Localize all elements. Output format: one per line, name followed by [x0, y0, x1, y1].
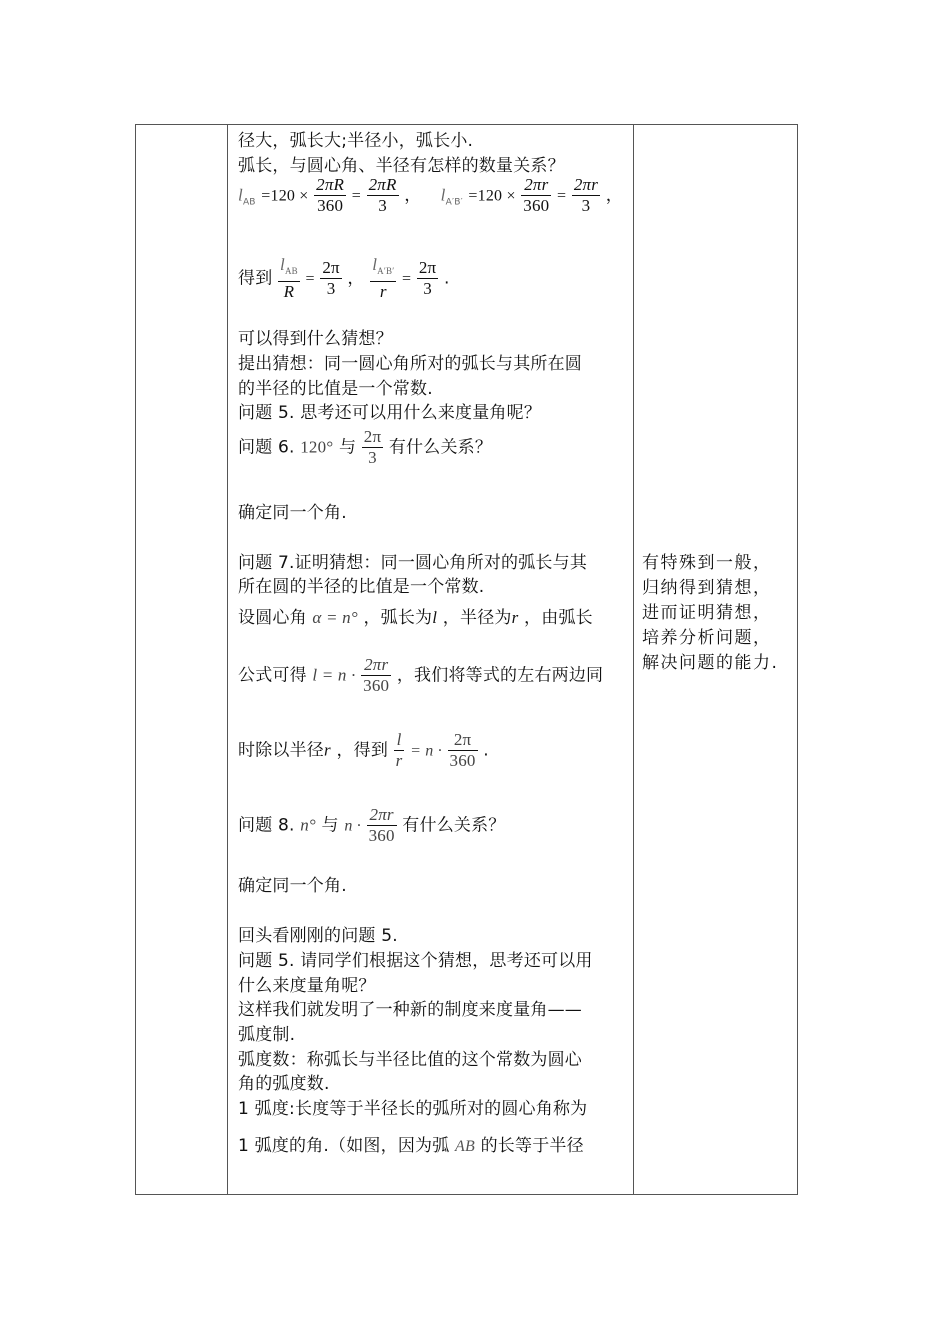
- text: 公式可得: [238, 665, 307, 686]
- setup-row: [238, 607, 593, 629]
- note-line: 归纳得到猜想，: [642, 578, 772, 598]
- note-line: 进而证明猜想，: [642, 603, 772, 623]
- text-line: 确定同一个角.: [238, 503, 347, 523]
- text: 的长等于半径: [480, 1136, 584, 1156]
- fraction: $\frac{2\pi r}{3}$: [573, 175, 599, 215]
- text: ，得到: [336, 740, 389, 761]
- text-line: 可以得到什么猜想？: [238, 329, 393, 349]
- ratio-formula-row: 得到 $\frac{l_{AB}}{R}$ = $\frac{2\pi}{3}$ ， $\frac{l_{A'B'}}{r}$ = $\frac{2\pi}{3}$ .: [238, 255, 450, 301]
- text-line: 回头看刚刚的问题 5.: [238, 926, 398, 946]
- divide-row: [238, 730, 489, 771]
- fraction: $\frac{l_{AB}}{R}$: [280, 255, 298, 301]
- text: 问题 8.: [238, 815, 295, 836]
- column-divider-1: [227, 125, 228, 1194]
- fraction: $\frac{2\pi}{3}$: [322, 258, 340, 298]
- subscript: A′B′: [445, 197, 463, 208]
- text-line: 问题 7.证明猜想：同一圆心角所对的弧长与其: [238, 553, 588, 573]
- text-line: 什么来度量角呢？: [238, 976, 376, 996]
- arc-length-symbol: l: [238, 185, 243, 205]
- fraction: $\frac{2\pi}{3}$: [363, 427, 382, 467]
- text-line: 径大，弧长大;半径小，弧长小.: [238, 131, 474, 151]
- punctuation: ，: [347, 268, 365, 289]
- fraction: $\frac{l}{r}$: [395, 730, 403, 770]
- formula-text: =120 ×: [468, 187, 516, 205]
- lesson-table: [135, 124, 798, 1195]
- text: 设圆心角: [238, 608, 307, 628]
- text-line: 弧度数：称弧长与半径比值的这个常数为圆心: [238, 1050, 582, 1070]
- text-line: 1 弧度:长度等于半径长的弧所对的圆心角称为: [238, 1099, 588, 1119]
- subscript: AB: [242, 197, 256, 208]
- formula-text: α = n°: [312, 608, 358, 627]
- formula-text: r: [324, 740, 331, 760]
- fraction: $\frac{2\pi r}{360}$: [363, 655, 390, 695]
- punctuation: ，: [605, 185, 623, 206]
- text-line: 的半径的比值是一个常数.: [238, 379, 433, 399]
- arc-length-symbol: l: [440, 185, 446, 205]
- text-line: 所在圆的半径的比值是一个常数.: [238, 577, 485, 597]
- text: 有什么关系？: [388, 437, 493, 458]
- formula-text: l: [432, 608, 438, 627]
- question-6-row: [238, 427, 492, 468]
- formula-text: n°: [300, 815, 316, 835]
- text: ，弧长为: [363, 608, 433, 628]
- punctuation: .: [443, 268, 450, 289]
- fraction: $\frac{2\pi R}{360}$: [316, 175, 345, 215]
- question-8-row: [238, 805, 506, 846]
- text: 有什么关系？: [402, 815, 506, 836]
- text: ，由弧长: [524, 608, 593, 628]
- degree-value: 120°: [300, 437, 334, 457]
- text: ，半径为: [442, 608, 512, 628]
- punctuation: ，: [404, 185, 422, 206]
- formula-text: AB: [455, 1138, 475, 1155]
- fraction: $\frac{2\pi r}{360}$: [368, 805, 395, 845]
- formula-text: =120 ×: [261, 187, 309, 205]
- fraction: $\frac{2\pi R}{3}$: [368, 175, 397, 215]
- text: 时除以半径: [238, 740, 324, 761]
- text: ，我们将等式的左右两边同: [396, 665, 604, 686]
- fraction: $\frac{l_{A'B'}}{r}$: [372, 255, 395, 301]
- text-line: 这样我们就发明了一种新的制度来度量角——: [238, 1000, 582, 1020]
- fraction: $\frac{2\pi}{3}$: [418, 258, 437, 298]
- text: 问题 6.: [238, 437, 295, 458]
- punctuation: .: [483, 740, 489, 761]
- note-line: 培养分析问题，: [642, 628, 772, 648]
- text-line: 问题 5. 思考还可以用什么来度量角呢？: [238, 403, 542, 423]
- text-line: [238, 1135, 584, 1158]
- text: 得到: [238, 268, 273, 289]
- text: 1 弧度的角.（如图，因为弧: [238, 1136, 450, 1156]
- formula-text: l = n ·: [312, 665, 356, 685]
- text-line: 角的弧度数.: [238, 1074, 330, 1094]
- note-line: 有特殊到一般，: [642, 553, 772, 573]
- formula-text: n ·: [344, 817, 361, 835]
- fraction: $\frac{2\pi}{360}$: [449, 730, 476, 770]
- text-line: 弧度制.: [238, 1025, 296, 1045]
- arc-formula-row: [238, 655, 603, 696]
- text-line: 确定同一个角.: [238, 876, 347, 896]
- note-line: 解决问题的能力.: [642, 653, 779, 673]
- arc-length-formula-row: $l_{AB} =120$ × $\frac{2\pi R}{360}$ = $\frac{2\pi R}{3}$ ， $l_{A'B'} =120$ × $\frac{2\pi r}{360}$ = $\frac{2\pi r}{3}$ ，: [238, 175, 623, 215]
- column-divider-2: [633, 125, 634, 1194]
- text-line: 问题 5. 请同学们根据这个猜想，思考还可以用: [238, 951, 593, 971]
- fraction: $\frac{2\pi r}{360}$: [523, 175, 550, 215]
- text: 与: [338, 437, 357, 458]
- formula-text: r: [511, 608, 519, 627]
- text-line: 弧长，与圆心角、半径有怎样的数量关系？: [238, 156, 565, 176]
- text: 与: [321, 815, 339, 836]
- text-line: 提出猜想：同一圆心角所对的弧长与其所在圆: [238, 354, 582, 374]
- formula-text: = n ·: [410, 742, 442, 760]
